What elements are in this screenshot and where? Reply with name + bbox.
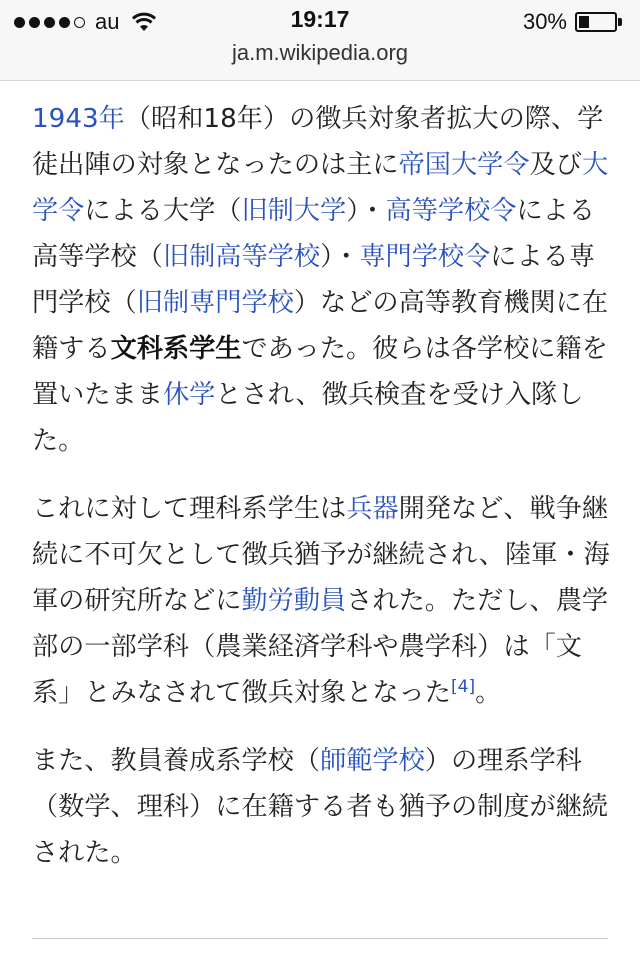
battery-level-fill	[579, 16, 589, 28]
text-span: とされ、徴兵検査を受け入隊した。	[32, 380, 584, 456]
article-paragraph-3	[32, 738, 612, 876]
text-span: 。	[475, 678, 502, 708]
high-school-ordinance-link[interactable]: 高等学校令	[385, 196, 517, 226]
status-bar	[0, 0, 640, 81]
text-span: による高等学校（	[32, 196, 596, 272]
text-span: であった。彼らは各学校に籍を置いたまま	[32, 334, 608, 410]
text-span: 開発など、戦争継続に不可欠として徴兵猶予が継続され、陸軍・海軍の研究所などに	[32, 494, 610, 616]
battery-tip	[618, 18, 622, 26]
battery-icon	[575, 12, 617, 32]
imperial-university-ordinance-link[interactable]: 帝国大学令	[398, 150, 530, 180]
year-link[interactable]: 1943年	[32, 104, 125, 134]
old-university-link[interactable]: 旧制大学	[241, 196, 347, 226]
normal-school-link[interactable]: 師範学校	[320, 746, 425, 776]
text-span: による大学（	[84, 196, 242, 226]
labor-mobilization-link[interactable]: 勤労動員	[241, 586, 347, 616]
old-vocational-school-link[interactable]: 旧制専門学校	[136, 288, 294, 318]
article-body	[32, 96, 612, 898]
bold-term: 文科系学生	[110, 334, 242, 364]
vocational-school-ordinance-link[interactable]: 専門学校令	[359, 242, 491, 272]
text-span: これに対して理科系学生は	[32, 494, 347, 524]
text-span: ）・	[346, 196, 386, 226]
weapons-link[interactable]: 兵器	[346, 494, 399, 524]
article-paragraph-2	[32, 486, 612, 716]
article-paragraph-1	[32, 96, 612, 464]
text-span: による専門学校（	[32, 242, 596, 318]
text-span: また、教員養成系学校（	[32, 746, 321, 776]
text-span: ）などの高等教育機関に在籍する	[32, 288, 609, 364]
leave-of-absence-link[interactable]: 休学	[162, 380, 216, 410]
text-span: ）の理系学科（数学、理科）に在籍する者も猶予の制度が継続された。	[32, 746, 609, 868]
status-right	[523, 8, 622, 36]
text-span: 及び	[529, 150, 582, 180]
reference-link[interactable]: [4]	[451, 677, 476, 697]
carrier-name: au	[95, 9, 120, 34]
university-ordinance-link[interactable]: 大学令	[32, 150, 609, 226]
text-span: （昭和18年）の徴兵対象者拡大の際、学徒出陣の対象となったのは主に	[32, 104, 604, 180]
old-high-school-link[interactable]: 旧制高等学校	[162, 242, 321, 272]
text-span: ）・	[320, 242, 360, 272]
section-divider	[32, 938, 608, 939]
battery-percentage: 30%	[522, 9, 567, 34]
status-time: 19:17	[290, 6, 350, 32]
text-span: された。ただし、農学部の一部学科（農業経済学科や農学科）は「文系」とみなされて徴兵対象となった	[32, 586, 609, 708]
address-bar-url[interactable]: ja.m.wikipedia.org	[231, 40, 409, 65]
